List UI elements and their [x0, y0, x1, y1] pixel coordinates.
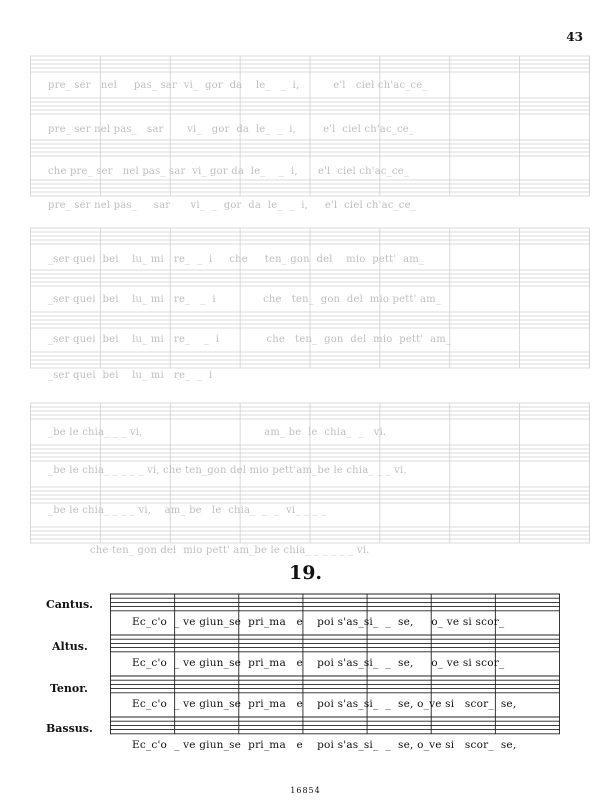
lyric-line: _be le chia_ _ _ _ _ vi, che ten_gon del mio pett'am_be le chia_ _ _ vi. [48, 465, 407, 476]
lyric-altus: Ec_c'o _ ve giun_se pri_ma e poi s'as_si_ _ se, o_ ve si scor_ [132, 657, 505, 669]
lyric-line: pre_ ser nel pas_ sar vi_ gor da le_ _ i, e'l ciel ch'ac_ce_ [48, 80, 428, 91]
page-number: 43 [566, 30, 583, 44]
voice-label-tenor: Tenor. [50, 682, 88, 695]
faded-system-2 [30, 220, 590, 390]
lyric-cantus: Ec_c'o _ ve giun_se pri_ma e poi s'as_si_ _ se, o_ ve si scor_ [132, 616, 505, 628]
lyric-line: che ten_ gon del mio pett' am_be le chia_ _ _ _ _ _ vi. [90, 545, 370, 556]
voice-label-cantus: Cantus. [46, 598, 93, 611]
voice-label-bassus: Bassus. [46, 722, 93, 735]
lyric-tenor: Ec_c'o _ ve giun_se pri_ma e poi s'as_si_ _ se, o_ve si scor_ se, [132, 698, 517, 710]
lyric-line: che pre_ ser nel pas_ sar vi_ gor da le_ _ i, e'l ciel ch'ac_ce_ [48, 166, 409, 177]
main-system [110, 586, 560, 766]
piece-number: 19. [288, 562, 323, 584]
staff-lines [30, 395, 590, 560]
faded-system-1 [30, 48, 590, 218]
lyric-line: pre_ ser nel pas_ sar vi_ gor da le_ _ i, e'l ciel ch'ac_ce_ [48, 124, 415, 135]
lyric-bassus: Ec_c'o _ ve giun_se pri_ma e poi s'as_si_ _ se, o_ve si scor_ se, [132, 739, 517, 751]
lyric-line: pre_ ser nel pas_ sar vi_ _ gor da le_ _ i, e'l ciel ch'ac_ce_ [48, 200, 416, 211]
lyric-line: _ser quei bei lu_ mi re_ _ i che ten_ gon del mio pett' am_ [48, 294, 442, 305]
lyric-line: _ser quei bei lu_ mi re_ _ i [48, 370, 213, 381]
lyric-line: _be le chia_ _ _ vi, am_ be le chia_ _ vi. [48, 427, 387, 438]
staff-lines [30, 220, 590, 390]
voice-label-altus: Altus. [52, 640, 88, 653]
lyric-line: _ser quei bei lu_ mi re_ _ i che ten_ gon del mio pett' am_ [48, 254, 425, 265]
lyric-line: _be le chia_ _ _ _ vi, am_ be le chia_ _ _ vi_ _ _ _ [48, 505, 327, 516]
plate-number: 16854 [290, 786, 321, 795]
faded-system-3 [30, 395, 590, 560]
lyric-line: _ser quei bei lu_ mi re_ _ i che ten_ gon del mio pett' am_ [48, 334, 452, 345]
